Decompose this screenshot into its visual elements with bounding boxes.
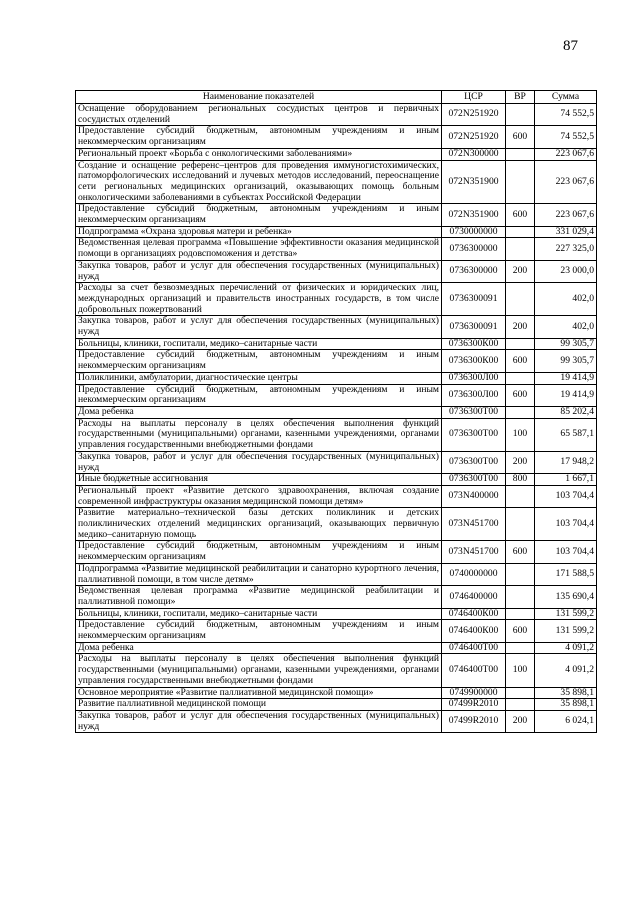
- row-csr: 072N351900: [442, 160, 506, 204]
- row-name: Иные бюджетные ассигнования: [76, 474, 442, 486]
- row-name: Закупка товаров, работ и услуг для обеспечения государственных (муниципальных) нужд: [76, 260, 442, 282]
- table-row: [76, 160, 597, 204]
- row-name: Подпрограмма «Развитие медицинской реабилитации и санаторно курортного лечения, паллиативной помощи, в том числе детям»: [76, 563, 442, 585]
- budget-table: [75, 90, 597, 733]
- row-vr: 100: [506, 654, 535, 687]
- row-sum: 23 000,0: [535, 260, 597, 282]
- row-csr: 0736300Т00: [442, 406, 506, 418]
- row-vr: 200: [506, 260, 535, 282]
- row-sum: 103 704,4: [535, 541, 597, 563]
- table-row: [76, 260, 597, 282]
- row-name: Расходы за счет безвозмездных перечислений от физических и юридических лиц, международных организаций и правительств иностранных государств, в том числе добровольных пожертвований: [76, 283, 442, 316]
- row-sum: 99 305,7: [535, 350, 597, 372]
- row-sum: 74 552,5: [535, 126, 597, 148]
- table-row: [76, 687, 597, 699]
- row-csr: 0736300Т00: [442, 474, 506, 486]
- row-vr: [506, 586, 535, 608]
- row-sum: 6 024,1: [535, 710, 597, 732]
- row-name: Поликлиники, амбулатории, диагностические центры: [76, 372, 442, 384]
- row-name: Основное мероприятие «Развитие паллиативной медицинской помощи»: [76, 687, 442, 699]
- row-vr: [506, 104, 535, 126]
- row-csr: 0746400000: [442, 586, 506, 608]
- row-vr: [506, 508, 535, 541]
- row-sum: 85 202,4: [535, 406, 597, 418]
- table-row: [76, 586, 597, 608]
- row-name: Региональный проект «Борьба с онкологическими заболеваниями»: [76, 148, 442, 160]
- row-vr: 100: [506, 418, 535, 451]
- row-name: Предоставление субсидий бюджетным, автономным учреждениям и иным некоммерческим организациям: [76, 541, 442, 563]
- table-row: [76, 283, 597, 316]
- row-sum: 35 898,1: [535, 699, 597, 711]
- row-vr: 800: [506, 474, 535, 486]
- row-sum: 135 690,4: [535, 586, 597, 608]
- row-csr: 0746400К00: [442, 608, 506, 620]
- row-name: Развитие паллиативной медицинской помощи: [76, 699, 442, 711]
- row-csr: 073N451700: [442, 541, 506, 563]
- table-row: [76, 485, 597, 507]
- row-csr: 072N251920: [442, 104, 506, 126]
- row-vr: [506, 687, 535, 699]
- row-vr: 600: [506, 541, 535, 563]
- row-name: Дома ребенка: [76, 642, 442, 654]
- row-vr: 600: [506, 350, 535, 372]
- row-name: Ведомственная целевая программа «Повышение эффективности оказания медицинской помощи в организациях родовспоможения и детства»: [76, 238, 442, 260]
- row-sum: 131 599,2: [535, 608, 597, 620]
- table-row: [76, 384, 597, 406]
- row-csr: 0736300К00: [442, 350, 506, 372]
- row-sum: 99 305,7: [535, 338, 597, 350]
- row-vr: [506, 406, 535, 418]
- row-csr: 0736300Т00: [442, 418, 506, 451]
- row-csr: 072N300000: [442, 148, 506, 160]
- row-sum: 331 029,4: [535, 226, 597, 238]
- row-csr: 0736300091: [442, 316, 506, 338]
- row-name: Создание и оснащение референс–центров для проведения иммуногистохимических, патоморфологических исследований и лучевых методов исследований, переоснащение сети региональных медицинских организаций, оказывающих помощь больным онкологическими заболеваниями в субъектах Российской Федерации: [76, 160, 442, 204]
- row-vr: [506, 226, 535, 238]
- row-sum: 19 414,9: [535, 372, 597, 384]
- table-row: [76, 316, 597, 338]
- row-vr: 600: [506, 126, 535, 148]
- row-csr: 0736300Т00: [442, 451, 506, 473]
- row-name: Предоставление субсидий бюджетным, автономным учреждениям и иным некоммерческим организациям: [76, 350, 442, 372]
- row-sum: 227 325,0: [535, 238, 597, 260]
- row-name: Предоставление субсидий бюджетным, автономным учреждениям и иным некоммерческим организациям: [76, 620, 442, 642]
- row-name: Расходы на выплаты персоналу в целях обеспечения выполнения функций государственными (муниципальными) органами, казенными учреждениями, органами управления государственными внебюджетными фондами: [76, 654, 442, 687]
- row-vr: [506, 485, 535, 507]
- row-csr: 0746400К00: [442, 620, 506, 642]
- row-sum: 4 091,2: [535, 642, 597, 654]
- row-csr: 0740000000: [442, 563, 506, 585]
- table-row: [76, 710, 597, 732]
- table-row: [76, 654, 597, 687]
- table-body: [76, 104, 597, 733]
- table-row: [76, 126, 597, 148]
- row-vr: [506, 699, 535, 711]
- row-csr: 07499R2010: [442, 710, 506, 732]
- row-csr: 07499R2010: [442, 699, 506, 711]
- row-csr: 073N451700: [442, 508, 506, 541]
- row-vr: [506, 338, 535, 350]
- row-sum: 4 091,2: [535, 654, 597, 687]
- row-name: Подпрограмма «Охрана здоровья матери и ребенка»: [76, 226, 442, 238]
- table-row: [76, 406, 597, 418]
- row-csr: 0749900000: [442, 687, 506, 699]
- row-vr: 200: [506, 451, 535, 473]
- table-row: [76, 238, 597, 260]
- table-row: [76, 451, 597, 473]
- row-vr: [506, 563, 535, 585]
- table-row: [76, 338, 597, 350]
- row-sum: 65 587,1: [535, 418, 597, 451]
- table-row: [76, 226, 597, 238]
- table-row: [76, 418, 597, 451]
- table-row: [76, 699, 597, 711]
- row-vr: [506, 148, 535, 160]
- row-sum: 17 948,2: [535, 451, 597, 473]
- row-sum: 402,0: [535, 283, 597, 316]
- row-sum: 35 898,1: [535, 687, 597, 699]
- row-name: Закупка товаров, работ и услуг для обеспечения государственных (муниципальных) нужд: [76, 316, 442, 338]
- table-row: [76, 642, 597, 654]
- table-row: [76, 148, 597, 160]
- row-csr: 0736300091: [442, 283, 506, 316]
- row-csr: 072N351900: [442, 204, 506, 226]
- row-vr: [506, 160, 535, 204]
- row-csr: 0736300Л00: [442, 372, 506, 384]
- row-name: Ведомственная целевая программа «Развитие медицинской реабилитации и паллиативной помощи»: [76, 586, 442, 608]
- table-row: [76, 204, 597, 226]
- row-name: Предоставление субсидий бюджетным, автономным учреждениям и иным некоммерческим организациям: [76, 384, 442, 406]
- row-sum: 74 552,5: [535, 104, 597, 126]
- row-sum: 223 067,6: [535, 148, 597, 160]
- row-name: Предоставление субсидий бюджетным, автономным учреждениям и иным некоммерческим организациям: [76, 204, 442, 226]
- table-header-row: [76, 91, 597, 104]
- row-name: Закупка товаров, работ и услуг для обеспечения государственных (муниципальных) нужд: [76, 451, 442, 473]
- row-vr: [506, 372, 535, 384]
- table-row: [76, 620, 597, 642]
- header-vr: ВР: [506, 91, 535, 104]
- table-row: [76, 350, 597, 372]
- row-csr: 0746400Т00: [442, 654, 506, 687]
- row-vr: 600: [506, 204, 535, 226]
- row-csr: 073N400000: [442, 485, 506, 507]
- table-row: [76, 541, 597, 563]
- row-sum: 19 414,9: [535, 384, 597, 406]
- row-name: Больницы, клиники, госпитали, медико–санитарные части: [76, 608, 442, 620]
- row-name: Оснащение оборудованием региональных сосудистых центров и первичных сосудистых отделений: [76, 104, 442, 126]
- row-sum: 223 067,6: [535, 160, 597, 204]
- row-sum: 1 667,1: [535, 474, 597, 486]
- row-sum: 402,0: [535, 316, 597, 338]
- row-csr: 0736300К00: [442, 338, 506, 350]
- row-vr: [506, 642, 535, 654]
- row-name: Закупка товаров, работ и услуг для обеспечения государственных (муниципальных) нужд: [76, 710, 442, 732]
- row-csr: 0736300000: [442, 260, 506, 282]
- table-row: [76, 563, 597, 585]
- row-vr: 600: [506, 384, 535, 406]
- table-row: [76, 474, 597, 486]
- row-name: Расходы на выплаты персоналу в целях обеспечения выполнения функций государственными (муниципальными) органами, казенными учреждениями, органами управления государственными внебюджетными фондами: [76, 418, 442, 451]
- row-name: Предоставление субсидий бюджетным, автономным учреждениям и иным некоммерческим организациям: [76, 126, 442, 148]
- row-vr: [506, 283, 535, 316]
- row-vr: 200: [506, 710, 535, 732]
- header-name: Наименование показателей: [76, 91, 442, 104]
- row-name: Больницы, клиники, госпитали, медико–санитарные части: [76, 338, 442, 350]
- row-csr: 0730000000: [442, 226, 506, 238]
- row-sum: 103 704,4: [535, 485, 597, 507]
- header-sum: Сумма: [535, 91, 597, 104]
- row-sum: 103 704,4: [535, 508, 597, 541]
- table-row: [76, 508, 597, 541]
- row-vr: [506, 238, 535, 260]
- page-number: 87: [563, 38, 578, 54]
- header-csr: ЦСР: [442, 91, 506, 104]
- table-row: [76, 608, 597, 620]
- row-name: Региональный проект «Развитие детского здравоохранения, включая создание современной инфраструктуры оказания медицинской помощи детям»: [76, 485, 442, 507]
- row-csr: 0746400Т00: [442, 642, 506, 654]
- row-csr: 0736300000: [442, 238, 506, 260]
- table-row: [76, 104, 597, 126]
- row-sum: 223 067,6: [535, 204, 597, 226]
- row-vr: 200: [506, 316, 535, 338]
- row-name: Дома ребенка: [76, 406, 442, 418]
- table-row: [76, 372, 597, 384]
- row-vr: 600: [506, 620, 535, 642]
- row-name: Развитие материально–технической базы детских поликлиник и детских поликлинических отделений медицинских организаций, оказывающих первичную медико–санитарную помощь: [76, 508, 442, 541]
- row-sum: 131 599,2: [535, 620, 597, 642]
- row-vr: [506, 608, 535, 620]
- row-sum: 171 588,5: [535, 563, 597, 585]
- row-csr: 072N251920: [442, 126, 506, 148]
- row-csr: 0736300Л00: [442, 384, 506, 406]
